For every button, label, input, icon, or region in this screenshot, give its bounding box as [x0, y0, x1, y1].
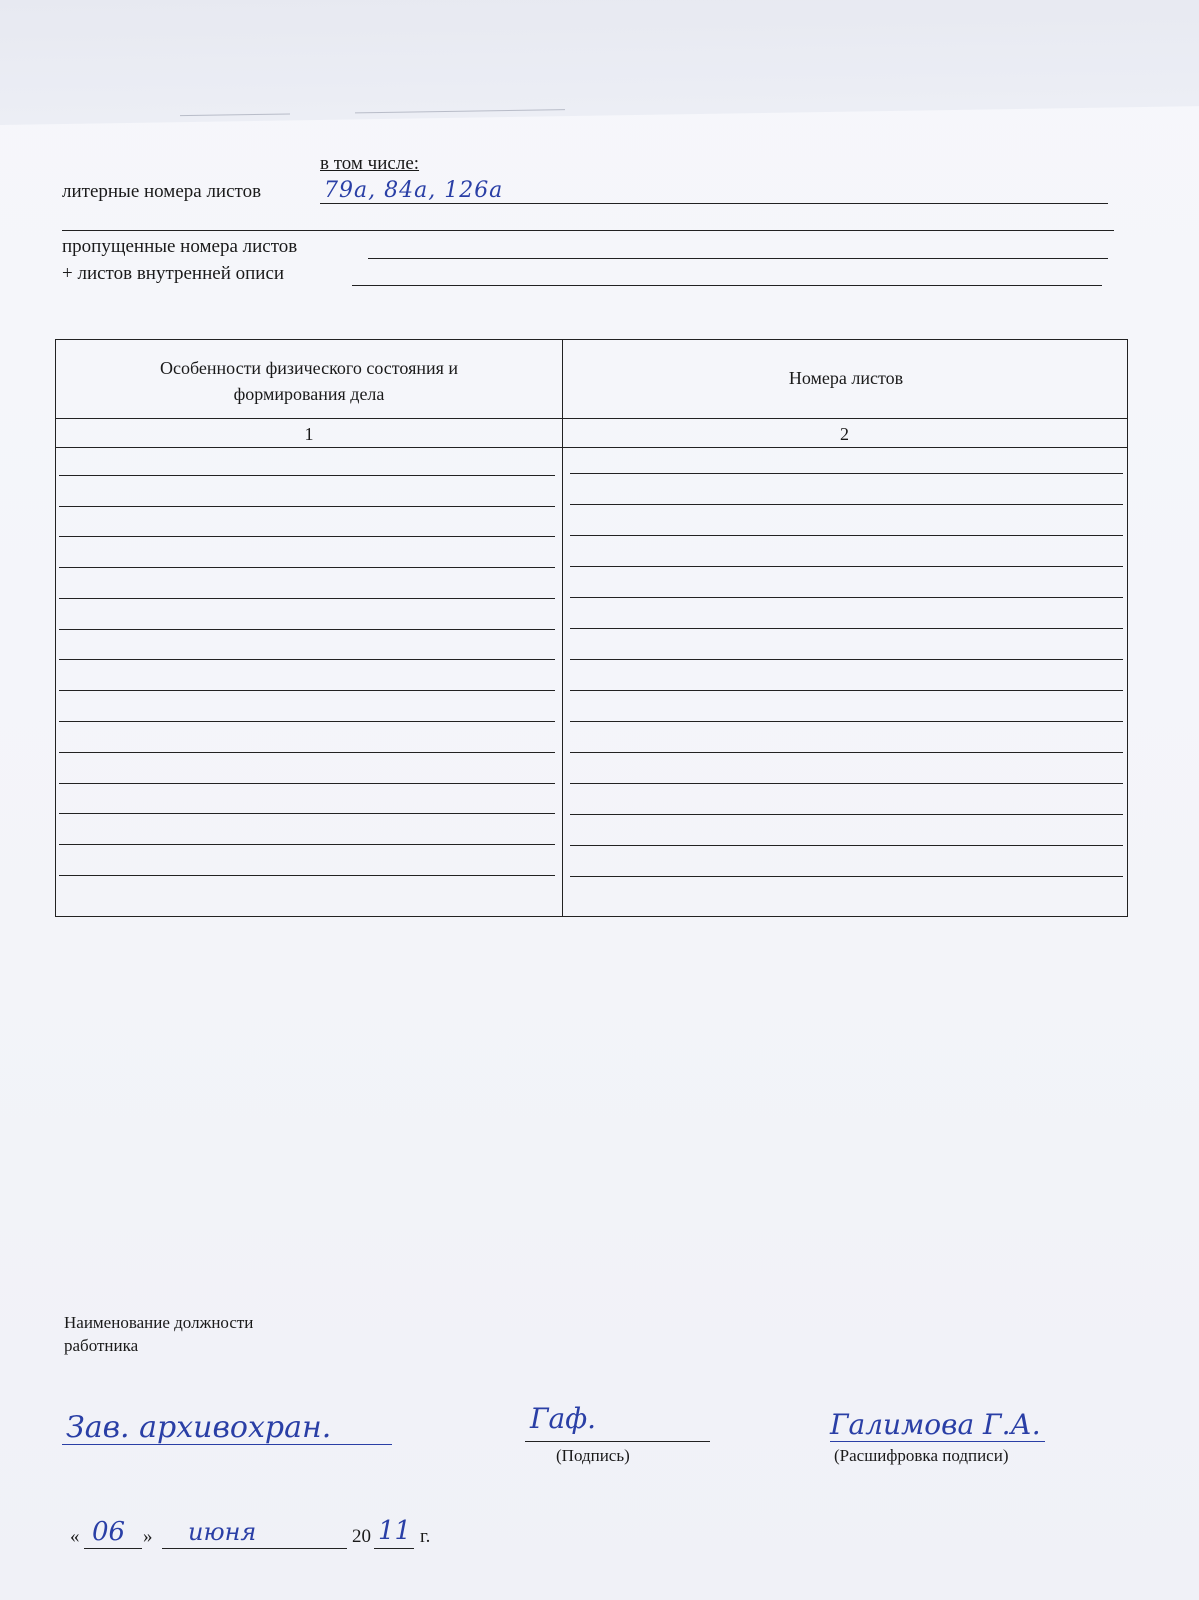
writing-line: [59, 475, 555, 476]
writing-line: [570, 876, 1123, 877]
writing-line: [59, 844, 555, 845]
header-divider: [56, 418, 1127, 419]
bleed-through-strip: [0, 0, 1199, 125]
column-header-condition: Особенности физического состояния и формирования дела: [159, 358, 459, 404]
writing-line: [570, 845, 1123, 846]
date-close-quote: »: [143, 1526, 153, 1547]
writing-line: [59, 721, 555, 722]
writing-line: [570, 597, 1123, 598]
writing-line: [59, 752, 555, 753]
writing-line: [59, 783, 555, 784]
continuation-rule: [62, 230, 1114, 231]
writing-line: [59, 690, 555, 691]
writing-line: [570, 690, 1123, 691]
missing-numbers-label: пропущенные номера листов: [62, 236, 298, 257]
writing-line: [570, 783, 1123, 784]
writing-line: [59, 629, 555, 630]
subtitle: в том числе:: [320, 153, 420, 174]
position-label-line1: Наименование должности: [64, 1313, 254, 1332]
number-row-divider: [56, 447, 1127, 448]
writing-line: [570, 814, 1123, 815]
literal-numbers-label: литерные номера листов: [62, 181, 262, 202]
internal-inventory-rule: [352, 285, 1102, 286]
writing-line: [59, 813, 555, 814]
literal-numbers-rule: [320, 203, 1108, 204]
decoding-underline: [830, 1441, 1045, 1442]
bleed-rule: [180, 113, 290, 116]
date-day-rule: [84, 1548, 142, 1549]
date-open-quote: «: [70, 1526, 80, 1547]
date-month: июня: [188, 1518, 257, 1546]
writing-line: [570, 566, 1123, 567]
writing-line: [570, 659, 1123, 660]
writing-line: [59, 506, 555, 507]
date-year-rule: [374, 1548, 414, 1549]
decoding-handwritten: Галимова Г.А.: [830, 1408, 1041, 1441]
internal-inventory-label: + листов внутренней описи: [62, 263, 285, 284]
writing-line: [570, 752, 1123, 753]
missing-numbers-rule: [368, 258, 1108, 259]
decoding-caption: (Расшифровка подписи): [834, 1446, 1009, 1465]
signature-rule: [525, 1441, 710, 1442]
date-day: 06: [92, 1517, 126, 1547]
signature-caption: (Подпись): [556, 1446, 630, 1465]
column-number-2: 2: [840, 424, 849, 444]
column-number-1: 1: [304, 424, 314, 444]
writing-line: [570, 473, 1123, 474]
writing-line: [570, 628, 1123, 629]
bleed-rule: [355, 109, 565, 113]
writing-line: [570, 721, 1123, 722]
writing-line: [570, 535, 1123, 536]
position-handwritten: Зав. архивохран.: [66, 1410, 332, 1445]
position-underline: [62, 1444, 392, 1445]
column-header-sheet-numbers: Номера листов: [788, 368, 904, 388]
signature-handwritten: Гаф.: [530, 1402, 597, 1435]
writing-line: [59, 567, 555, 568]
writing-line: [59, 598, 555, 599]
writing-line: [570, 504, 1123, 505]
date-year-suffix: 11: [378, 1516, 412, 1546]
writing-line: [59, 659, 555, 660]
literal-numbers-value: 79а, 84а, 126а: [324, 178, 504, 203]
writing-line: [59, 875, 555, 876]
writing-line: [59, 536, 555, 537]
position-label-line2: работника: [64, 1336, 139, 1355]
date-year-abbrev: г.: [420, 1526, 431, 1547]
condition-table: [55, 339, 1128, 917]
date-month-rule: [162, 1548, 347, 1549]
date-year-prefix: 20: [352, 1526, 371, 1547]
